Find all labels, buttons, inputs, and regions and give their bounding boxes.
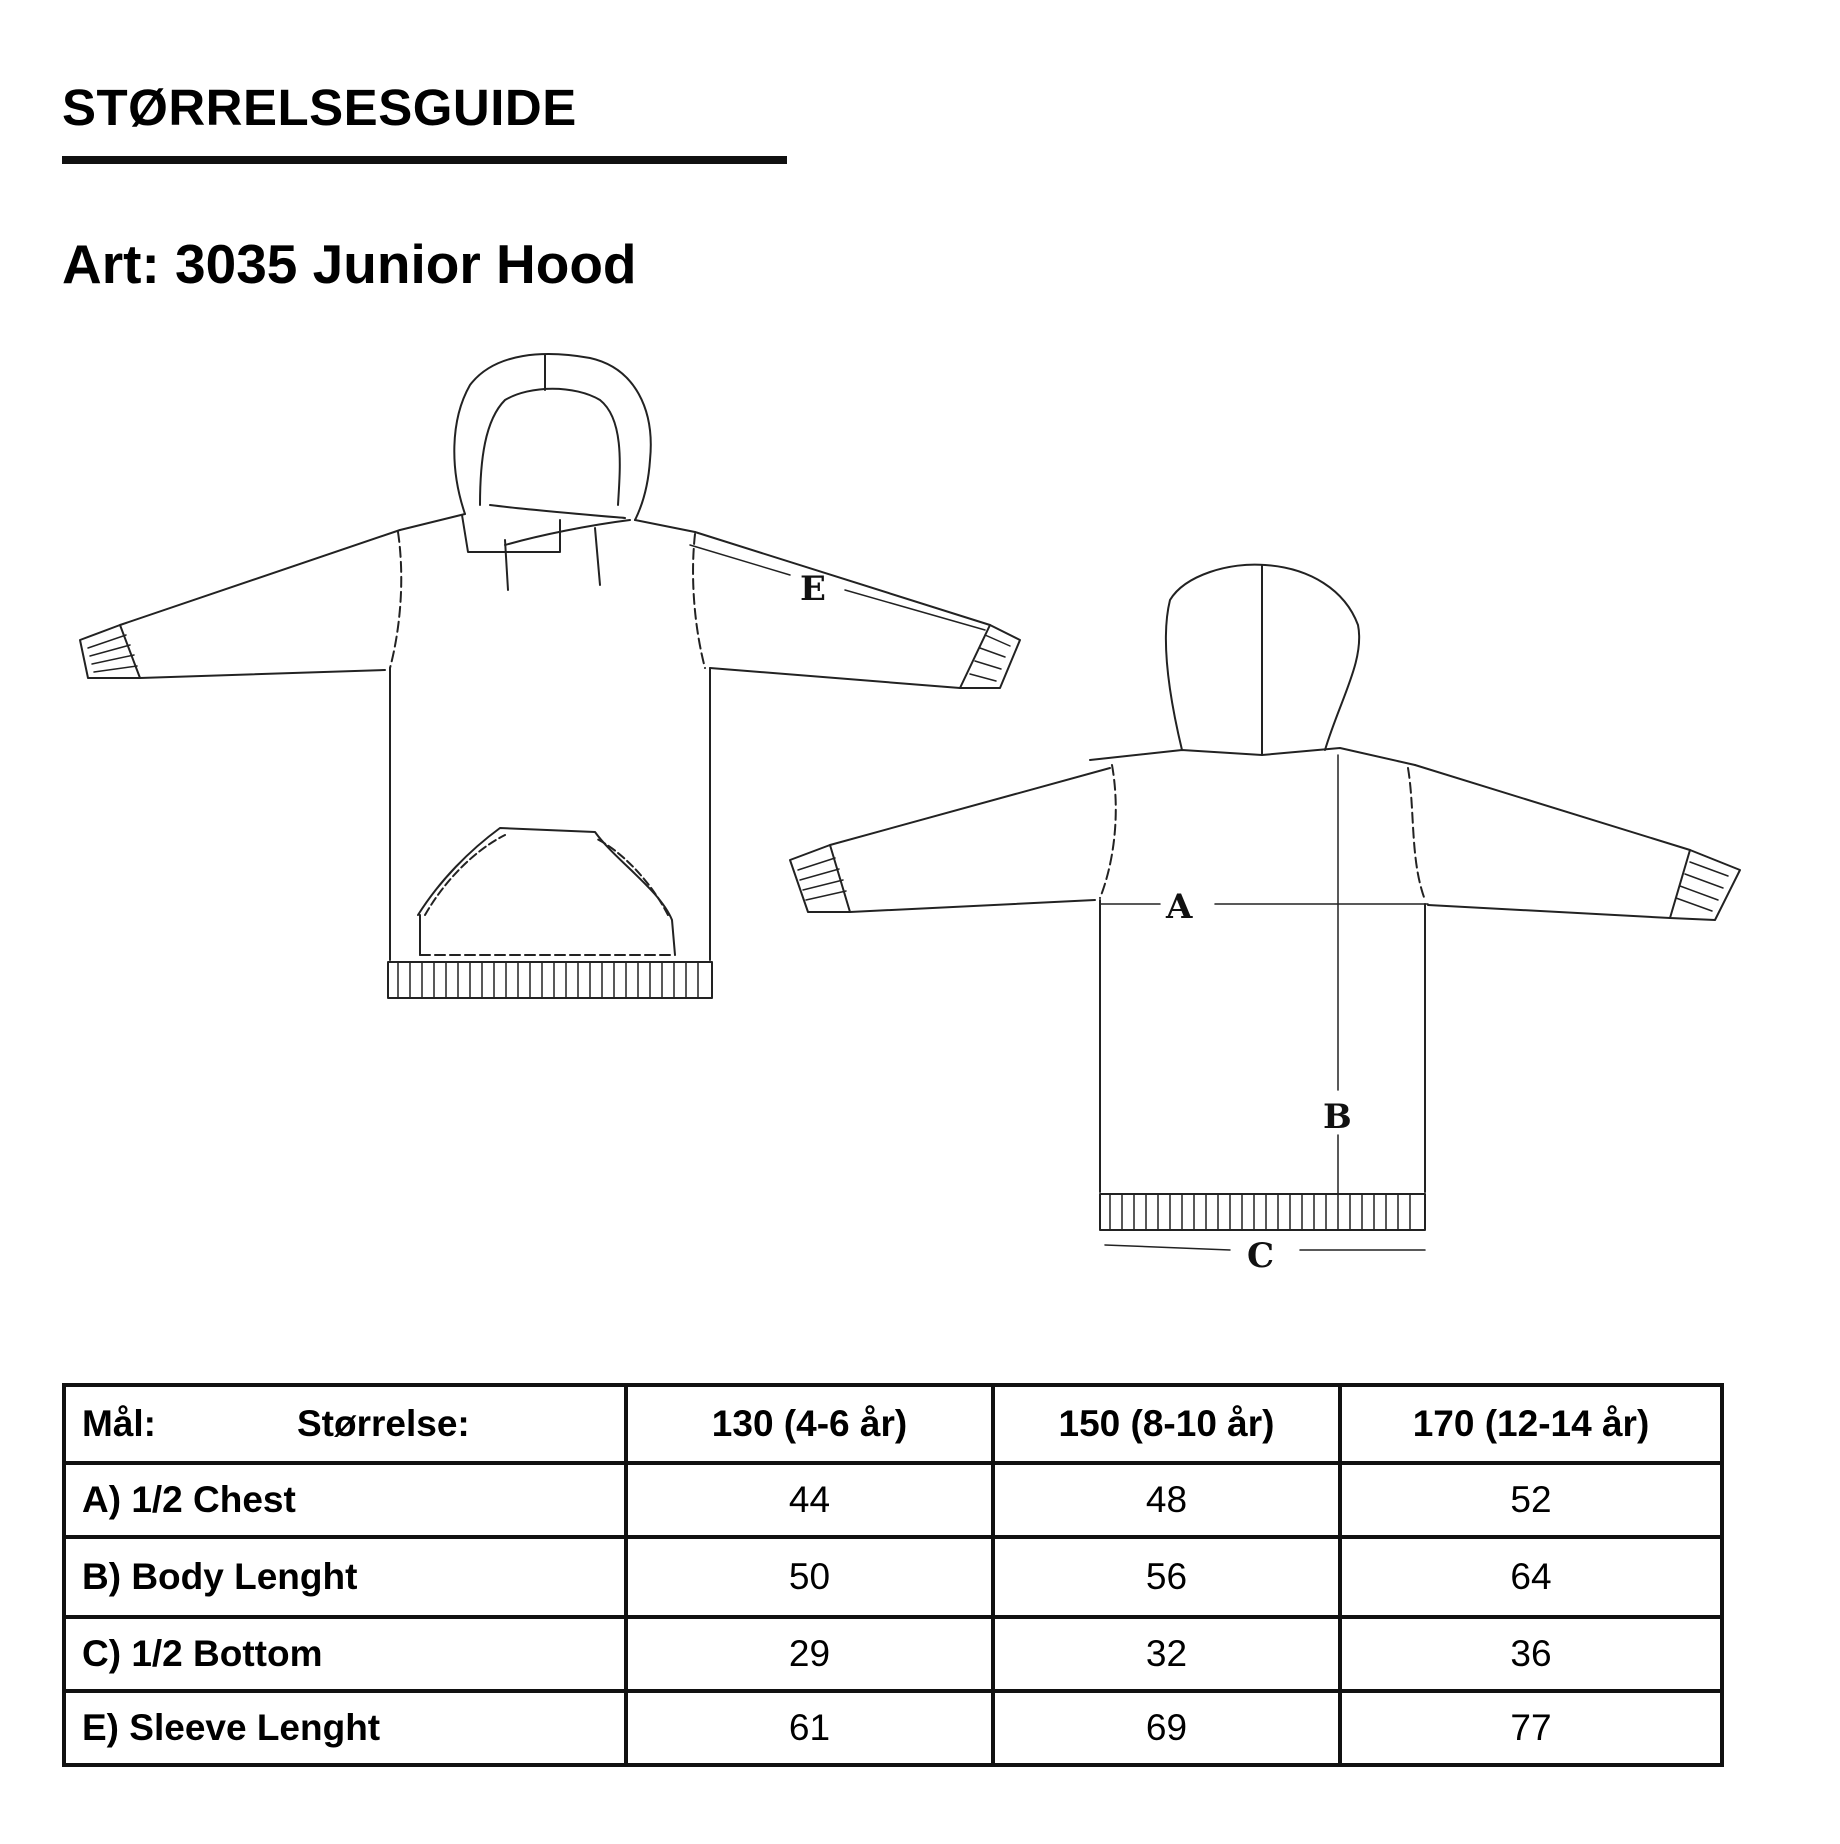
hoodie-front-view bbox=[80, 354, 1020, 998]
table-row bbox=[64, 1617, 1722, 1691]
table-row bbox=[64, 1537, 1722, 1617]
table-cell: 36 bbox=[1340, 1617, 1722, 1691]
table-cell: 29 bbox=[626, 1617, 993, 1691]
article-title: Art: 3035 Junior Hood bbox=[62, 233, 637, 295]
row-label: C) 1/2 Bottom bbox=[64, 1617, 626, 1691]
size-table bbox=[62, 1383, 1724, 1767]
table-cell: 69 bbox=[993, 1691, 1340, 1765]
header-label-cell bbox=[64, 1385, 626, 1463]
header-storrelse: Størrelse: bbox=[297, 1403, 470, 1444]
table-row bbox=[64, 1463, 1722, 1537]
header-mal: Mål: bbox=[82, 1403, 156, 1444]
table-row bbox=[64, 1691, 1722, 1765]
table-cell: 64 bbox=[1340, 1537, 1722, 1617]
table-cell: 50 bbox=[626, 1537, 993, 1617]
table-cell: 44 bbox=[626, 1463, 993, 1537]
label-b: B bbox=[1323, 1097, 1352, 1137]
table-header-row bbox=[64, 1385, 1722, 1463]
page-title: STØRRELSESGUIDE bbox=[62, 79, 577, 136]
label-a: A bbox=[1166, 887, 1193, 927]
table-cell: 32 bbox=[993, 1617, 1340, 1691]
header-size-170: 170 (12-14 år) bbox=[1340, 1385, 1722, 1463]
row-label: E) Sleeve Lenght bbox=[64, 1691, 626, 1765]
table-cell: 61 bbox=[626, 1691, 993, 1765]
table-cell: 77 bbox=[1340, 1691, 1722, 1765]
table-cell: 56 bbox=[993, 1537, 1340, 1617]
header-size-130: 130 (4-6 år) bbox=[626, 1385, 993, 1463]
row-label: B) Body Lenght bbox=[64, 1537, 626, 1617]
label-e: E bbox=[800, 569, 826, 609]
table-cell: 48 bbox=[993, 1463, 1340, 1537]
hoodie-back-view bbox=[790, 565, 1740, 1250]
table-cell: 52 bbox=[1340, 1463, 1722, 1537]
label-c: C bbox=[1247, 1236, 1275, 1276]
row-label: A) 1/2 Chest bbox=[64, 1463, 626, 1537]
header-size-150: 150 (8-10 år) bbox=[993, 1385, 1340, 1463]
